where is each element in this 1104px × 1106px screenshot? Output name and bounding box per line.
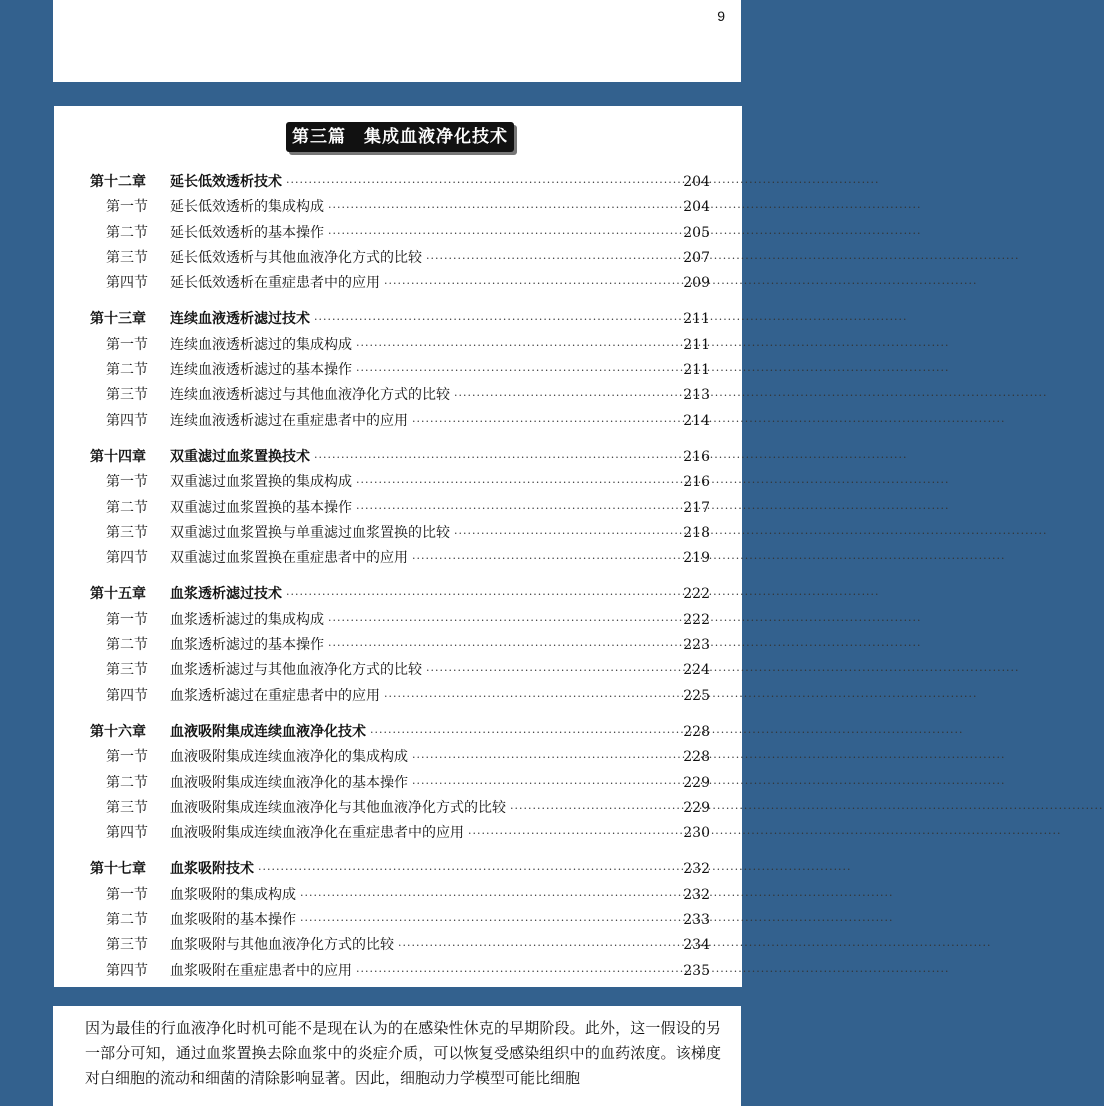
body-paragraph: 因为最佳的行血液净化时机可能不是现在认为的在感染性休克的早期阶段。此外，这一假设的另一部分可知，通过血浆置换去除血浆中的炎症介质，可以恢复受感染组织中的血药浓度。该梯度对白细胞的流动和细菌的清除影响显著。因此，细胞动力学模型可能比细胞	[85, 1019, 721, 1087]
dot-leader	[384, 684, 678, 709]
dot-leader	[356, 333, 678, 358]
toc-section-row[interactable]	[90, 658, 710, 683]
section-title: 双重滤过血浆置换的基本操作	[170, 499, 352, 516]
toc-section-row[interactable]	[90, 195, 710, 220]
section-title: 血液吸附集成连续血液净化在重症患者中的应用	[170, 825, 464, 842]
dot-leader	[426, 246, 678, 271]
section-label: 第四节	[106, 275, 148, 292]
toc-chapter-row[interactable]	[90, 170, 710, 195]
page-ref: 228	[683, 723, 710, 740]
dot-leader	[300, 908, 678, 933]
page-ref: 219	[683, 550, 710, 567]
dot-leader	[286, 582, 678, 607]
page-ref: 211	[683, 362, 710, 379]
page-ref: 205	[683, 224, 710, 241]
section-title: 血液吸附集成连续血液净化的集成构成	[170, 749, 408, 766]
section-label: 第四节	[106, 962, 148, 979]
dot-leader	[384, 271, 678, 296]
dot-leader	[454, 521, 678, 546]
toc-section-row[interactable]	[90, 221, 710, 246]
section-label: 第三节	[106, 937, 148, 954]
toc-list	[90, 170, 710, 995]
dot-leader	[412, 409, 678, 434]
toc-chapter-row[interactable]	[90, 720, 710, 745]
page-ref: 229	[683, 774, 710, 791]
section-label: 第四节	[106, 550, 148, 567]
section-title: 血浆透析滤过的基本操作	[170, 637, 324, 654]
chapter-block	[90, 857, 710, 983]
page-ref: 224	[683, 662, 710, 679]
page-ref: 217	[683, 499, 710, 516]
section-title: 连续血液透析滤过在重症患者中的应用	[170, 412, 408, 429]
chapter-title: 双重滤过血浆置换技术	[170, 448, 310, 465]
table-of-contents-page	[54, 106, 742, 987]
chapter-block	[90, 307, 710, 433]
toc-section-row[interactable]	[90, 271, 710, 296]
page-ref: 213	[683, 387, 710, 404]
section-title: 延长低效透析的集成构成	[170, 199, 324, 216]
section-label: 第三节	[106, 249, 148, 266]
page-ref: 211	[683, 311, 710, 328]
section-title: 血液吸附集成连续血液净化的基本操作	[170, 774, 408, 791]
page-ref: 211	[683, 336, 710, 353]
chapter-block	[90, 582, 710, 708]
page-ref: 216	[683, 448, 710, 465]
toc-section-row[interactable]	[90, 546, 710, 571]
dot-leader	[356, 470, 678, 495]
section-title: 延长低效透析在重症患者中的应用	[170, 275, 380, 292]
page-ref: 234	[683, 937, 710, 954]
chapter-block	[90, 445, 710, 571]
page-number: 9	[717, 8, 725, 24]
section-label: 第三节	[106, 524, 148, 541]
toc-section-row[interactable]	[90, 959, 710, 984]
toc-chapter-row[interactable]	[90, 582, 710, 607]
section-label: 第四节	[106, 412, 148, 429]
toc-section-row[interactable]	[90, 633, 710, 658]
section-title: 血液吸附集成连续血液净化与其他血液净化方式的比较	[170, 799, 506, 816]
toc-section-row[interactable]	[90, 908, 710, 933]
page-ref: 216	[683, 474, 710, 491]
toc-chapter-row[interactable]	[90, 307, 710, 332]
dot-leader	[356, 358, 678, 383]
toc-section-row[interactable]	[90, 745, 710, 770]
section-title: 延长低效透析与其他血液净化方式的比较	[170, 249, 422, 266]
section-label: 第一节	[106, 474, 148, 491]
section-label: 第二节	[106, 362, 148, 379]
page-ref: 233	[683, 912, 710, 929]
dot-leader	[398, 933, 678, 958]
dot-leader	[356, 496, 678, 521]
section-label: 第三节	[106, 387, 148, 404]
page-ref: 204	[683, 174, 710, 190]
chapter-label: 第十六章	[90, 723, 146, 740]
section-label: 第二节	[106, 637, 148, 654]
chapter-title: 延长低效透析技术	[170, 174, 282, 190]
page-ref: 230	[683, 825, 710, 842]
toc-section-row[interactable]	[90, 933, 710, 958]
page-ref: 204	[683, 199, 710, 216]
dot-leader	[328, 195, 678, 220]
dot-leader	[328, 608, 678, 633]
page-ref: 228	[683, 749, 710, 766]
dot-leader	[314, 445, 678, 470]
page-ref: 232	[683, 861, 710, 878]
toc-section-row[interactable]	[90, 883, 710, 908]
section-label: 第三节	[106, 799, 148, 816]
chapter-label: 第十七章	[90, 861, 146, 878]
section-label: 第一节	[106, 336, 148, 353]
page-ref: 232	[683, 886, 710, 903]
section-title: 连续血液透析滤过的集成构成	[170, 336, 352, 353]
page-ref: 222	[683, 586, 710, 603]
toc-section-row[interactable]	[90, 796, 710, 821]
section-label: 第一节	[106, 611, 148, 628]
dot-leader	[314, 307, 678, 332]
dot-leader	[286, 170, 678, 195]
toc-section-row[interactable]	[90, 358, 710, 383]
dot-leader	[510, 796, 678, 821]
next-page-fragment	[53, 1006, 741, 1106]
page-ref: 225	[683, 687, 710, 704]
section-label: 第二节	[106, 912, 148, 929]
section-title: 双重滤过血浆置换的集成构成	[170, 474, 352, 491]
page-ref: 214	[683, 412, 710, 429]
previous-page-fragment	[53, 0, 741, 82]
section-title: 双重滤过血浆置换在重症患者中的应用	[170, 550, 408, 567]
dot-leader	[412, 546, 678, 571]
section-label: 第四节	[106, 687, 148, 704]
section-title: 血浆吸附与其他血液净化方式的比较	[170, 937, 394, 954]
chapter-title: 血液吸附集成连续血液净化技术	[170, 723, 366, 740]
dot-leader	[300, 883, 678, 908]
toc-section-row[interactable]	[90, 409, 710, 434]
section-title: 血浆透析滤过的集成构成	[170, 611, 324, 628]
section-label: 第四节	[106, 825, 148, 842]
toc-section-row[interactable]	[90, 684, 710, 709]
toc-section-row[interactable]	[90, 246, 710, 271]
chapter-block	[90, 720, 710, 846]
chapter-title: 血浆吸附技术	[170, 861, 254, 878]
section-title: 连续血液透析滤过的基本操作	[170, 362, 352, 379]
toc-section-row[interactable]	[90, 333, 710, 358]
section-label: 第一节	[106, 199, 148, 216]
page-ref: 218	[683, 524, 710, 541]
section-title: 延长低效透析的基本操作	[170, 224, 324, 241]
toc-section-row[interactable]	[90, 470, 710, 495]
section-title: 双重滤过血浆置换与单重滤过血浆置换的比较	[170, 524, 450, 541]
toc-section-row[interactable]	[90, 821, 710, 846]
dot-leader	[412, 771, 678, 796]
section-label: 第三节	[106, 662, 148, 679]
toc-chapter-row[interactable]	[90, 857, 710, 882]
toc-section-row[interactable]	[90, 608, 710, 633]
section-label: 第二节	[106, 499, 148, 516]
section-title: 血浆吸附的集成构成	[170, 886, 296, 903]
toc-section-row[interactable]	[90, 496, 710, 521]
chapter-label: 第十三章	[90, 311, 146, 328]
chapter-label: 第十二章	[90, 174, 146, 190]
page-ref: 222	[683, 611, 710, 628]
chapter-block	[90, 170, 710, 296]
section-label: 第二节	[106, 774, 148, 791]
section-title: 血浆吸附的基本操作	[170, 912, 296, 929]
section-title: 血浆透析滤过在重症患者中的应用	[170, 687, 380, 704]
dot-leader	[258, 857, 678, 882]
chapter-title: 连续血液透析滤过技术	[170, 311, 310, 328]
section-label: 第一节	[106, 749, 148, 766]
part-title-banner: 第三篇 集成血液净化技术	[286, 122, 514, 152]
section-title: 血浆透析滤过与其他血液净化方式的比较	[170, 662, 422, 679]
toc-section-row[interactable]	[90, 521, 710, 546]
dot-leader	[412, 745, 678, 770]
page-ref: 209	[683, 275, 710, 292]
page-ref: 223	[683, 637, 710, 654]
dot-leader	[426, 658, 678, 683]
chapter-title: 血浆透析滤过技术	[170, 586, 282, 603]
dot-leader	[370, 720, 678, 745]
chapter-label: 第十五章	[90, 586, 146, 603]
section-label: 第二节	[106, 224, 148, 241]
toc-section-row[interactable]	[90, 771, 710, 796]
section-label: 第一节	[106, 886, 148, 903]
toc-chapter-row[interactable]	[90, 445, 710, 470]
dot-leader	[328, 221, 678, 246]
page-ref: 207	[683, 249, 710, 266]
section-title: 连续血液透析滤过与其他血液净化方式的比较	[170, 387, 450, 404]
dot-leader	[468, 821, 678, 846]
page-ref: 229	[683, 799, 710, 816]
toc-section-row[interactable]	[90, 383, 710, 408]
dot-leader	[328, 633, 678, 658]
chapter-label: 第十四章	[90, 448, 146, 465]
page-ref: 235	[683, 962, 710, 979]
dot-leader	[356, 959, 678, 984]
dot-leader	[454, 383, 678, 408]
section-title: 血浆吸附在重症患者中的应用	[170, 962, 352, 979]
